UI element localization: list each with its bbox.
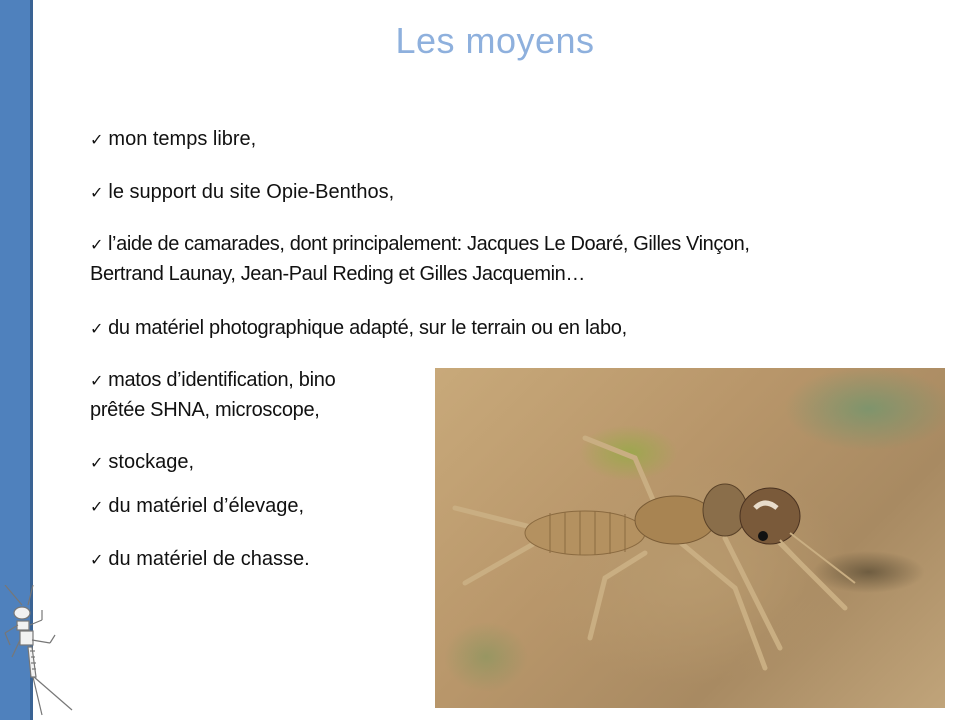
bullet-item: ✓ du matériel photographique adapté, sur le terrain ou en labo, [90,317,627,339]
bullet-item: ✓ matos d’identification, bino prêtée SHNA, microscope, [90,369,336,421]
slide-title: Les moyens [395,20,595,61]
check-mark-icon: ✓ [90,321,104,338]
check-mark-icon: ✓ [90,552,104,569]
larva-icon [435,368,945,708]
stonefly-larva-photo [435,368,945,708]
bullet-item: ✓ du matériel de chasse. [90,548,310,570]
bullet-item: ✓ du matériel d’élevage, [90,495,305,517]
bullet-item: ✓ stockage, [90,451,195,473]
check-mark-icon: ✓ [90,499,104,516]
bullet-item: ✓ l’aide de camarades, dont principalement: Jacques Le Doaré, Gilles Vinçon, Bertrand Launay, Jean-Paul Reding et Gilles Jacquemin… [90,233,750,285]
check-mark-icon: ✓ [90,237,104,254]
check-mark-icon: ✓ [90,455,104,472]
check-mark-icon: ✓ [90,373,104,390]
stonefly-drawing-icon [0,585,80,720]
check-mark-icon: ✓ [90,185,104,202]
bullet-item: ✓ mon temps libre, [90,128,257,150]
bullet-item: ✓ le support du site Opie-Benthos, [90,181,395,203]
check-mark-icon: ✓ [90,132,104,149]
